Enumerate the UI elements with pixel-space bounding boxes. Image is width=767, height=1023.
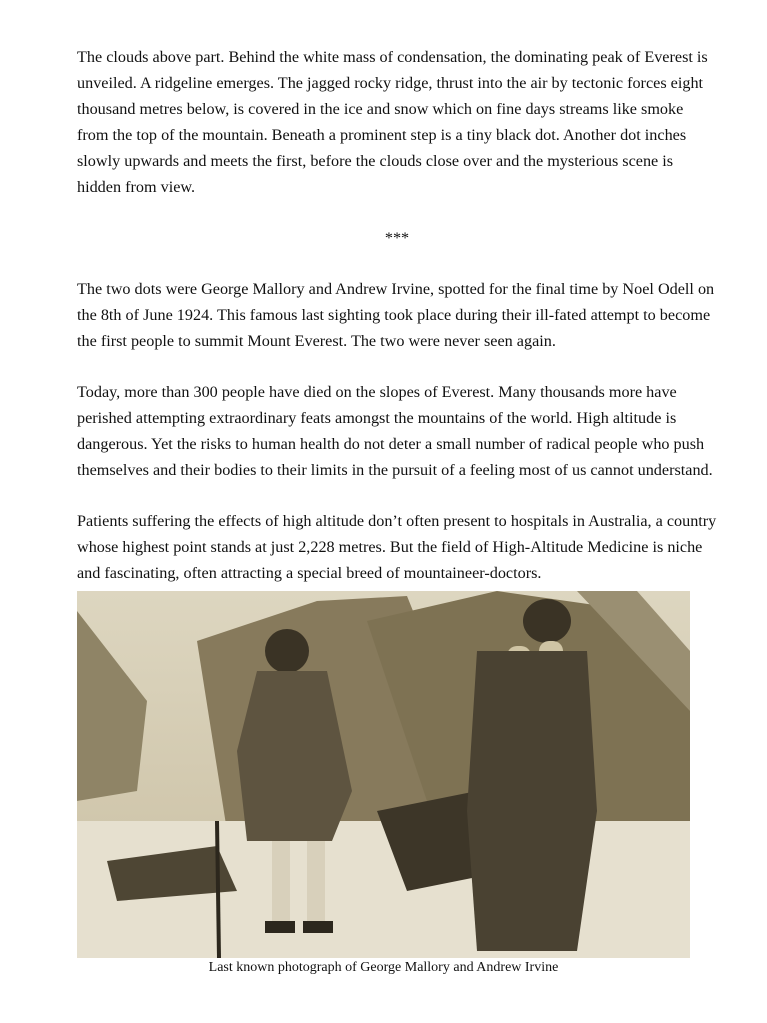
paragraph-intro: The clouds above part. Behind the white mass of condensation, the dominating peak of Everest is unveiled. A ridgeline emerges. The jagged rocky ridge, thrust into the air by tectonic forces eight thousand metres below, is covered in the ice and snow which on fine days streams like smoke from the top of the mountain. Beneath a prominent step is a tiny black dot. Another dot inches slowly upwards and meets the first, before the clouds close over and the mysterious scene is hidden from view. [77, 48, 708, 196]
paragraph-mallory-irvine: The two dots were George Mallory and Andrew Irvine, spotted for the final time by Noel Odell on the 8th of June 1924. This famous last sighting took place during their ill-fated attempt to become the first people to summit Mount Everest. The two were never seen again. [77, 280, 715, 350]
paragraph-high-altitude-medicine: Patients suffering the effects of high altitude don’t often present to hospitals in Australia, a country whose highest point stands at just 2,228 metres. But the field of High-Altitude Medicine is niche and fascinating, often attracting a special breed of mountaineer-doctors. [77, 512, 717, 582]
paragraph-everest-deaths: Today, more than 300 people have died on the slopes of Everest. Many thousands more have perished attempting extraordinary feats amongst the mountains of the world. High altitude is dangerous. Yet the risks to human health do not deter a small number of radical people who push themselves and their bodies to their limits in the pursuit of a feeling most of us cannot understand. [77, 383, 713, 479]
section-separator: *** [384, 229, 410, 247]
sepia-photo-illustration [77, 591, 690, 958]
mallory-irvine-photo [77, 591, 690, 958]
article-body [77, 44, 717, 611]
photo-caption: Last known photograph of George Mallory and Andrew Irvine [208, 960, 559, 975]
